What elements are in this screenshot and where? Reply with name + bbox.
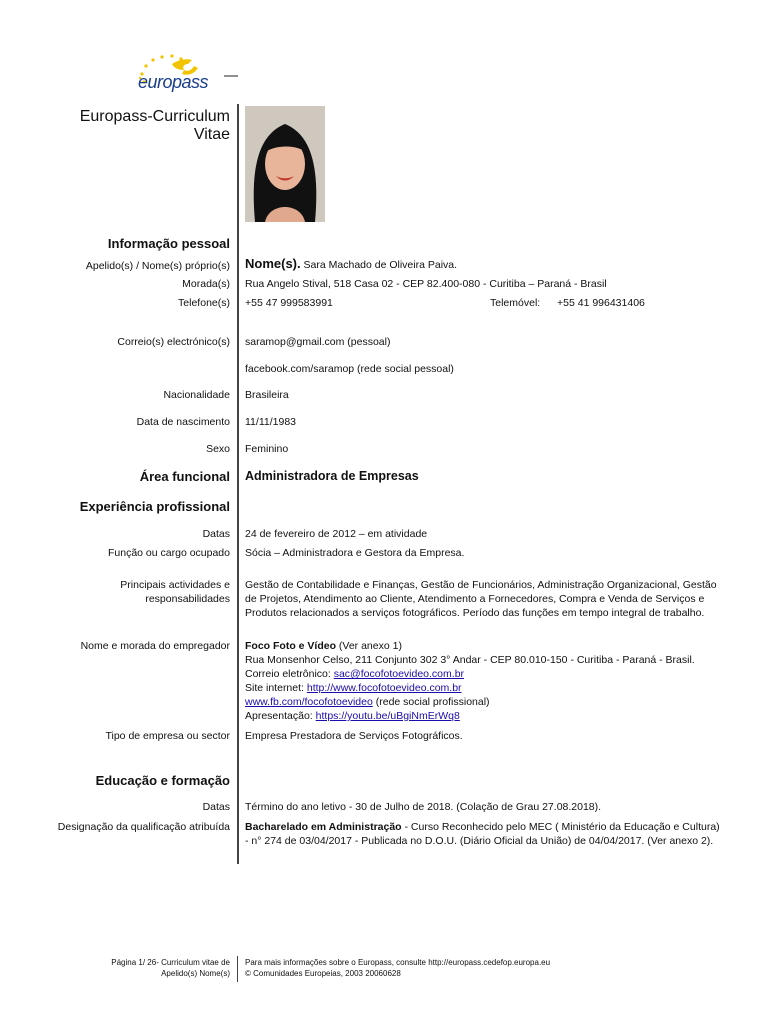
sex-value: Feminino [245,443,289,455]
column-divider [237,104,239,864]
nationality-label: Nacionalidade [163,389,230,401]
section-personal-info: Informação pessoal [107,236,230,251]
functional-area-value: Administradora de Empresas [245,469,419,483]
employer-site-link[interactable]: http://www.focofotoevideo.com.br [306,682,462,694]
employer-fb-link[interactable]: www.fb.com/focofotoevideo [245,696,373,708]
exp-dates-value: 24 de fevereiro de 2012 – em atividade [245,528,428,540]
employer-presentation-line [245,709,695,723]
qualification-label: Designação da qualificação atribuída [57,821,230,833]
exp-activities-label-line2: responsabilidades [145,593,230,605]
europass-logo [134,50,240,96]
edu-dates-label: Datas [202,801,230,813]
birthdate-value: 11/11/1983 [245,416,296,428]
person-photo-icon [245,106,325,222]
sex-label: Sexo [206,443,230,455]
exp-activities-label [120,578,230,606]
facebook-value: facebook.com/saramop (rede social pessoal) [245,363,454,375]
footer-divider [237,956,238,982]
profile-photo [245,106,325,222]
footer-copyright: © Comunidades Europeias, 2003 20060628 [245,969,401,978]
employer-label: Nome e morada do empregador [80,640,230,652]
exp-role-label: Função ou cargo ocupado [107,547,230,559]
exp-activities-line1: Gestão de Contabilidade e Finanças, Gestão de Funcionários, Administração Organizacional, Gestão [245,579,717,591]
employer-name-line [245,639,695,653]
employer-name: Foco Foto e Vídeo [245,640,336,652]
qualification-detail: - Curso Reconhecido pelo MEC ( Ministério da Educação e Cultura) [401,821,720,833]
section-functional-area: Área funcional [139,469,230,484]
employer-site-label: Site internet: [245,682,307,694]
footer-more-info: Para mais informações sobre o Europass, consulte http://europass.cedefop.europa.eu [245,958,551,967]
qualification-value [245,820,720,848]
cv-title-line1: Europass-Curriculum [79,108,230,125]
exp-activities-label-line1: Principais actividades e [120,579,230,591]
company-type-value: Empresa Prestadora de Serviços Fotográficos. [245,730,463,742]
employer-fb-note: (rede social profissional) [372,696,490,708]
mobile-value: +55 41 996431406 [557,297,645,309]
cv-title [80,108,230,144]
exp-activities-line3: Produtos relacionados a serviços fotográficos. Período das funções em tempo integral de trabalho. [245,607,705,619]
employer-email-label: Correio eletrônico: [245,668,334,680]
section-education: Educação e formação [95,773,230,788]
footer-name-info: Apelido(s) Nome(s) [161,969,230,978]
employer-email-link[interactable]: sac@focofotoevideo.com.br [333,668,465,680]
employer-site-line [245,681,695,695]
edu-dates-value: Término do ano letivo - 30 de Julho de 2018. (Colação de Grau 27.08.2018). [245,801,602,813]
mobile-label: Telemóvel: [490,297,541,309]
employer-block [245,639,695,723]
address-value: Rua Angelo Stival, 518 Casa 02 - CEP 82.400-080 - Curitiba – Paraná - Brasil [245,278,607,290]
exp-dates-label: Datas [202,528,230,540]
europass-logo-text: europass [138,72,209,92]
cv-title-line2: Vitae [193,126,230,143]
birthdate-label: Data de nascimento [136,416,230,428]
address-label: Morada(s) [182,278,230,290]
employer-presentation-label: Apresentação: [245,710,316,722]
email-value: saramop@gmail.com (pessoal) [245,336,391,348]
phone-value: +55 47 999583991 [245,297,333,309]
employer-annex: (Ver anexo 1) [336,640,402,652]
exp-role-value: Sócia – Administradora e Gestora da Empresa. [245,547,465,559]
nationality-value: Brasileira [245,389,289,401]
footer-right [245,957,550,979]
footer-left [111,957,230,979]
name-prefix: Nome(s). [245,256,301,271]
qualification-title: Bacharelado em Administração [245,821,402,833]
phone-label: Telefone(s) [178,297,230,309]
name-label: Apelido(s) / Nome(s) próprio(s) [85,260,230,272]
footer-page-info: Página 1/ 26- Curriculum vitae de [111,958,230,967]
employer-email-line [245,667,695,681]
employer-address: Rua Monsenhor Celso, 211 Conjunto 302 3° Andar - CEP 80.010-150 - Curitiba - Paraná - Brasil. [245,654,695,666]
employer-presentation-link[interactable]: https://youtu.be/uBgiNmErWq8 [315,710,460,722]
exp-activities-value [245,578,717,620]
employer-fb-line [245,695,695,709]
exp-activities-line2: de Projetos, Atendimento ao Cliente, Atendimento a Fornecedores, Compra e Venda de Serviços e [245,593,705,605]
full-name: Sara Machado de Oliveira Paiva. [303,259,458,271]
company-type-label: Tipo de empresa ou sector [105,730,230,742]
qualification-line2: - n° 274 de 03/04/2017 - Publicada no D.O.U. (Diário Oficial da União) de 04/04/2017. (Ver anexo 2). [245,835,714,847]
qualification-line1 [245,820,720,834]
section-experience: Experiência profissional [79,499,230,514]
email-label: Correio(s) electrónico(s) [117,336,230,348]
name-value [245,257,457,272]
